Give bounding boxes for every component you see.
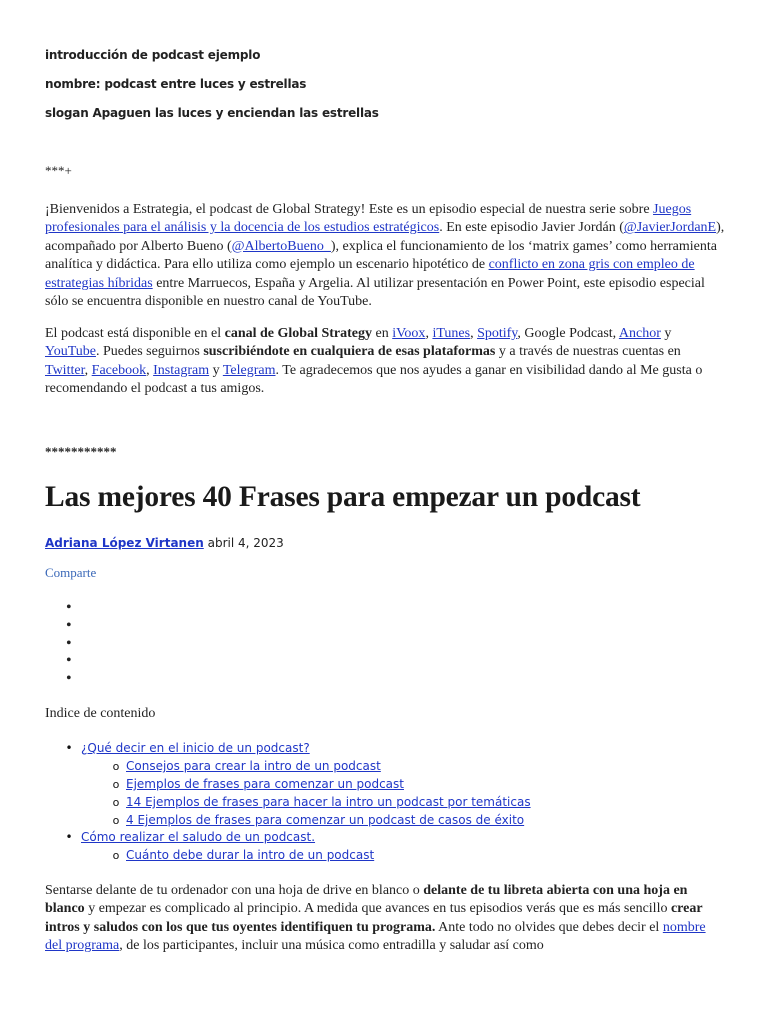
toc-link-14-ejemplos[interactable]: 14 Ejemplos de frases para hacer la intro un podcast por temáticas [126,795,531,809]
share-item[interactable]: • [66,652,72,669]
link-anchor[interactable]: Anchor [618,326,661,341]
toc-link-duracion[interactable]: Cuánto debe durar la intro de un podcast [126,848,375,862]
toc-heading: Indice de contenido [45,706,156,721]
toc-item [57,830,315,844]
body-paragraph: Sentarse delante de tu ordenador con una hoja de drive en blanco o delante de tu libreta abierta con una hoja en blanco y empezar es complicado al principio. A medida que avances en tus episodios verás que es más sencillo crear intros y saludos con los que tus oyentes identifiquen tu programa. Ante todo no olvides que debes decir el nombre del programa, de los participantes, incluir una música como entradilla y saludar así como [45,883,706,954]
toc-link-ejemplos[interactable]: Ejemplos de frases para comenzar un podcast [126,777,404,791]
divider-stars: ***+ [45,163,72,178]
share-link[interactable]: Comparte [45,565,97,580]
bullet-icon: • [65,830,73,844]
link-instagram[interactable]: Instagram [153,362,210,378]
circle-bullet-icon: o [112,760,120,773]
note-intro: introducción de podcast ejemplo [45,48,261,62]
toc-link-4-ejemplos[interactable]: 4 Ejemplos de frases para comenzar un podcast de casos de éxito [126,813,525,827]
link-juegos-profesionales[interactable]: Juegos profesionales para el análisis y la docencia de los estudios estratégicos [45,202,692,236]
toc-link-consejos[interactable]: Consejos para crear la intro de un podcast [126,759,381,773]
toc-link-saludo[interactable]: Cómo realizar el saludo de un podcast. [81,830,316,844]
publish-date: abril 4, 2023 [207,536,284,550]
circle-bullet-icon: o [112,814,120,827]
toc-subitem [106,759,381,773]
link-javier-jordan[interactable]: @JavierJordanE [623,220,717,236]
intro-paragraph: ¡Bienvenidos a Estrategia, el podcast de Global Strategy! Este es un episodio especial de nuestra serie sobre Juegos profesionales para el análisis y la docencia de los estudios estratégicos. En este episodio Javier Jordán (@JavierJordanE), acompañado por Alberto Bueno (@AlbertoBueno_), explica el funcionamiento de los ‘matrix games’ como herramienta analítica y didáctica. Para ello utiliza como ejemplo un escenario hipotético de conflicto en zona gris con empleo de estrategias híbridas entre Marruecos, España y Argelia. Al utilizar presentación en Power Point, este episodio especial sólo se encuentra disponible en nuestro canal de YouTube. [45,202,725,310]
link-alberto-bueno[interactable]: @AlbertoBueno_ [231,238,331,254]
share-item[interactable]: • [66,617,72,634]
divider-stars-long: *********** [45,444,117,459]
availability-paragraph: El podcast está disponible en el canal de Global Strategy en iVoox, iTunes, Spotify, Google Podcast, Anchor y YouTube. Puedes seguirnos suscribiéndote en cualquiera de esas plataformas y a través de nuestras cuentas en Twitter, Facebook, Instagram y Telegram. Te agradecemos que nos ayudes a ganar en visibilidad dando al Me gusta o recomendando el podcast a tus amigos. [45,326,703,397]
note-slogan: slogan Apaguen las luces y enciendan las estrellas [45,106,379,120]
bullet-icon: • [65,741,73,755]
link-ivoox[interactable]: iVoox [392,326,426,341]
toc-subitem [106,777,404,791]
toc-subitem [106,813,524,827]
toc-subitem [106,848,374,862]
link-nombre-programa[interactable]: nombre del programa [45,919,706,954]
link-telegram[interactable]: Telegram [222,362,276,378]
circle-bullet-icon: o [112,849,120,862]
share-item[interactable]: • [66,670,72,687]
link-itunes[interactable]: iTunes [432,326,471,341]
toc-link-que-decir[interactable]: ¿Qué decir en el inicio de un podcast? [81,741,310,755]
toc-item [57,741,310,755]
link-youtube[interactable]: YouTube [45,344,96,360]
share-item[interactable]: • [66,599,72,616]
link-facebook[interactable]: Facebook [91,362,147,378]
author-line [45,536,284,550]
article-title: Las mejores 40 Frases para empezar un podcast [45,481,641,513]
circle-bullet-icon: o [112,796,120,809]
link-conflicto-zona-gris[interactable]: conflicto en zona gris con empleo de estrategias híbridas [45,257,695,291]
note-name: nombre: podcast entre luces y estrellas [45,77,307,91]
circle-bullet-icon: o [112,778,120,791]
toc-subitem [106,795,531,809]
link-spotify[interactable]: Spotify [477,326,518,341]
link-twitter[interactable]: Twitter [45,362,85,378]
share-item[interactable]: • [66,635,72,652]
author-link[interactable]: Adriana López Virtanen [45,536,204,550]
